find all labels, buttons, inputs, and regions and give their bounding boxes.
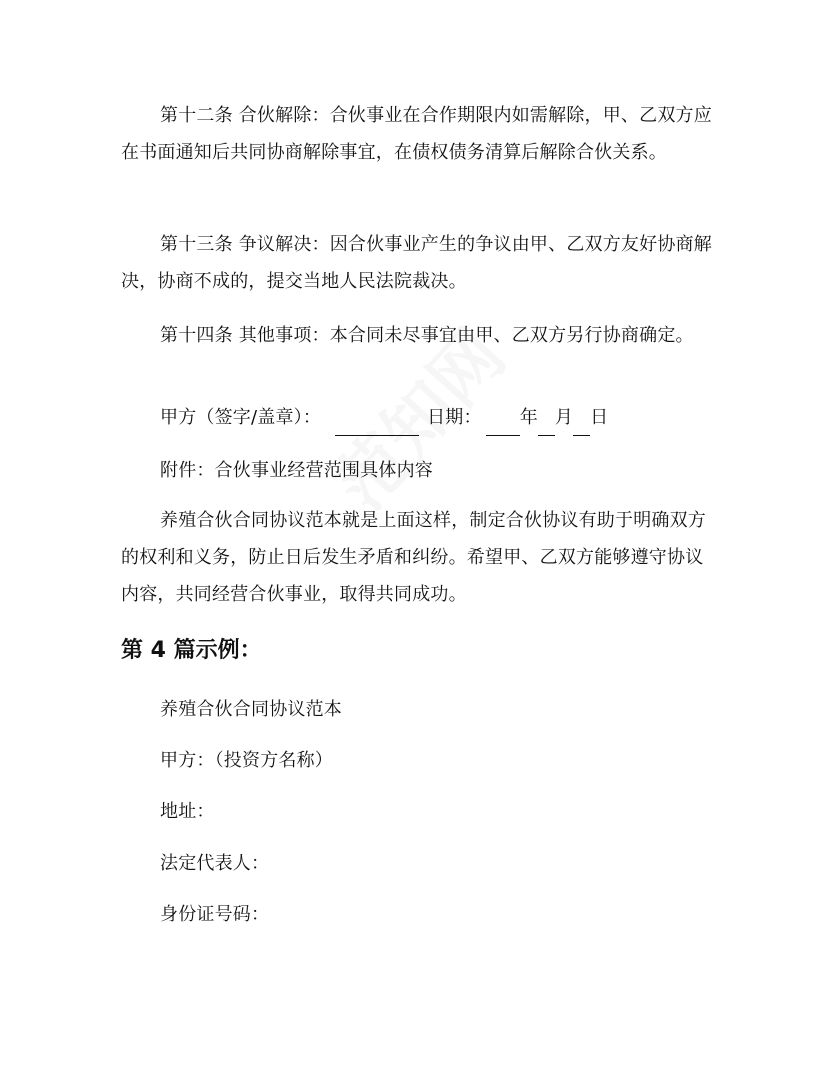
summary-paragraph: 养殖合伙合同协议范本就是上面这样，制定合伙协议有助于明确双方的权利和义务，防止日后发生矛盾和纠纷。希望甲、乙双方能够遵守协议内容，共同经营合伙事业，取得共同成功。 [121, 510, 706, 605]
day-label: 日 [590, 407, 609, 428]
day-blank [573, 415, 590, 436]
contract-title: 养殖合伙合同协议范本 [160, 699, 342, 720]
section-heading: 第 4 篇示例： [121, 638, 262, 663]
year-blank [486, 415, 520, 436]
sign-label: 甲方（签字/盖章）： [160, 407, 322, 428]
month-blank [538, 415, 555, 436]
signature-blank [335, 415, 419, 436]
address-line: 地址： [160, 801, 215, 822]
attachment-line: 附件：合伙事业经营范围具体内容 [160, 460, 433, 481]
article-13: 第十三条 争议解决：因合伙事业产生的争议由甲、乙双方友好协商解决，协商不成的，提交当地人民法院裁决。 [121, 234, 712, 292]
year-label: 年 [519, 407, 538, 428]
party-a-line: 甲方：（投资方名称） [160, 750, 333, 771]
article-14: 第十四条 其他事项：本合同未尽事宜由甲、乙双方另行协商确定。 [160, 325, 694, 346]
id-number-line: 身份证号码： [160, 904, 270, 925]
article-12: 第十二条 合伙解除：合伙事业在合作期限内如需解除，甲、乙双方应在书面通知后共同协商解除事宜，在债权债务清算后解除合伙关系。 [121, 105, 712, 163]
legal-rep-line: 法定代表人： [160, 853, 270, 874]
month-label: 月 [554, 407, 574, 428]
signature-line [121, 399, 721, 436]
date-label: 日期： [427, 407, 482, 428]
